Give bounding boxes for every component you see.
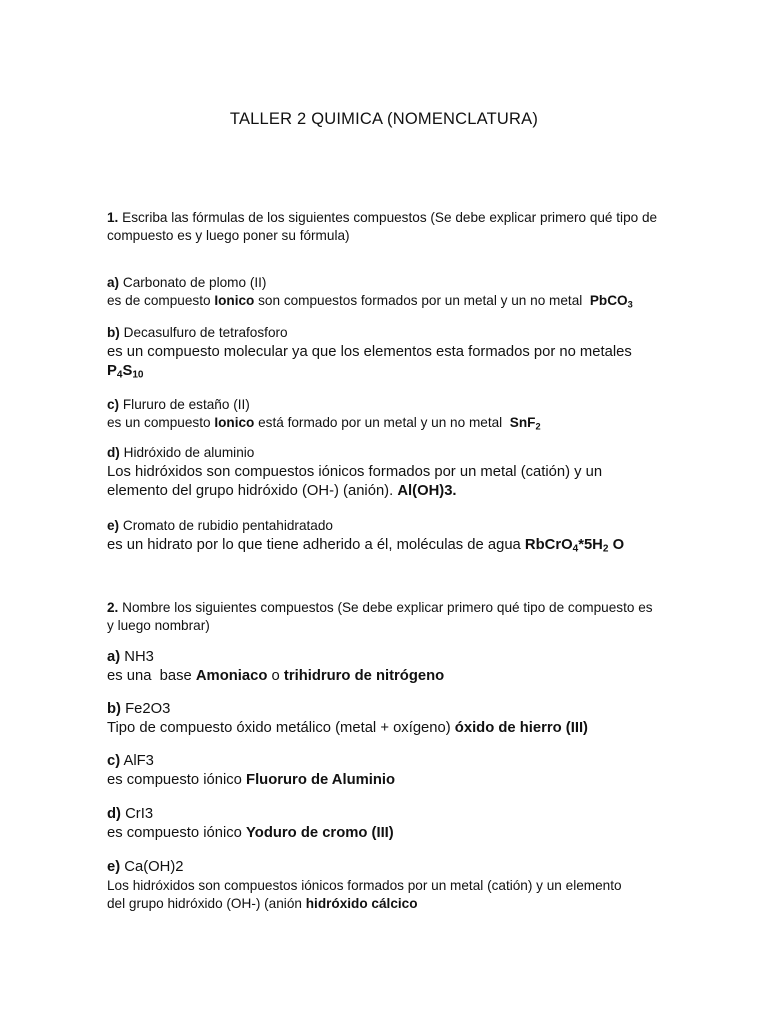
item-2d-desc-pre: es compuesto iónico [107, 825, 242, 841]
item-1e-formula-a: RbCrO [524, 537, 573, 553]
item-1e-heading [107, 517, 662, 535]
item-1a-description [107, 292, 662, 310]
item-2e-formula: Ca(OH)2 [124, 859, 184, 875]
item-1e-desc-text: es un hidrato por lo que tiene adherido a él, moléculas de agua [107, 537, 521, 553]
item-2e-answer: hidróxido cálcico [305, 896, 418, 911]
section-1-instruction [107, 209, 662, 245]
item-2c-desc-pre: es compuesto iónico [107, 772, 242, 788]
item-2b-desc-pre: Tipo de compuesto óxido metálico (metal + oxígeno) [107, 720, 451, 736]
item-2b-letter: b) [107, 701, 121, 717]
item-1a-desc-post: son compuestos formados por un metal y un no metal [258, 293, 583, 308]
item-2d-heading [107, 805, 662, 824]
item-2c-formula: AlF3 [123, 753, 154, 769]
item-2e-desc-line2-text: del grupo hidróxido (OH-) (anión [107, 896, 302, 911]
item-1d-heading [107, 444, 662, 462]
item-2c-answer: Fluoruro de Aluminio [246, 772, 396, 788]
item-1c-formula [510, 415, 541, 430]
item-2e-description-line2 [107, 895, 662, 913]
item-2b-description [107, 719, 662, 738]
item-2c-letter: c) [107, 753, 121, 769]
item-1d-description-line1: Los hidróxidos son compuestos iónicos formados por un metal (catión) y un [107, 464, 603, 480]
item-1e-formula-sub2: 2 [602, 543, 609, 555]
item-2a-formula: NH3 [124, 649, 154, 665]
item-1a-heading [107, 274, 662, 292]
item-1b-name: Decasulfuro de tetrafosforo [123, 325, 288, 340]
item-1e-formula-c: O [608, 537, 625, 553]
item-2a-answer-1: Amoniaco [195, 668, 268, 684]
item-2a [107, 648, 662, 686]
item-1a-formula-base: PbCO [589, 293, 628, 308]
item-1e-formula [525, 537, 624, 553]
item-2b [107, 700, 662, 738]
item-1c-desc-pre: es un compuesto [107, 415, 211, 430]
item-1e-description [107, 536, 662, 555]
item-1e-formula-b: *5H [578, 537, 603, 553]
item-1a-formula-sub: 3 [627, 299, 633, 310]
section-2-instruction-line2: y luego nombrar) [107, 618, 210, 633]
item-1a-desc-bold: Ionico [214, 293, 255, 308]
item-1b-formula-sub2: 10 [132, 369, 144, 381]
item-1e [107, 517, 662, 555]
item-1c-desc-post: está formado por un metal y un no metal [258, 415, 503, 430]
item-1d-description-line2 [107, 482, 662, 501]
section-2-instruction [107, 599, 662, 635]
item-1e-name: Cromato de rubidio pentahidratado [122, 518, 333, 533]
item-2b-answer: óxido de hierro (III) [454, 720, 588, 736]
item-2c-heading [107, 752, 662, 771]
item-2a-letter: a) [107, 649, 121, 665]
item-2e-heading [107, 858, 662, 877]
item-2e-letter: e) [107, 859, 121, 875]
item-2d [107, 805, 662, 843]
item-1b-formula-sub1: 4 [116, 369, 123, 381]
section-1-instruction-text: Escriba las fórmulas de los siguientes compuestos (Se debe explicar primero qué tipo de compuesto es y luego poner su fórmula) [107, 210, 658, 243]
item-2d-description [107, 824, 662, 843]
item-1e-letter: e) [107, 518, 120, 533]
item-1d-desc-line2-text: elemento del grupo hidróxido (OH-) (anión). [107, 483, 394, 499]
item-2b-formula: Fe2O3 [125, 701, 171, 717]
item-2a-description [107, 667, 662, 686]
section-1-number: 1. [107, 210, 119, 225]
item-1a-name: Carbonato de plomo (II) [122, 275, 267, 290]
item-1b-formula [107, 362, 662, 381]
item-1c-letter: c) [107, 397, 120, 412]
item-1a-desc-pre: es de compuesto [107, 293, 211, 308]
item-1b [107, 324, 662, 381]
document-title: TALLER 2 QUIMICA (NOMENCLATURA) [229, 110, 539, 128]
item-1b-letter: b) [107, 325, 120, 340]
item-2e-description-line1: Los hidróxidos son compuestos iónicos formados por un metal (catión) y un elemento [107, 878, 622, 893]
item-1c-desc-bold: Ionico [214, 415, 255, 430]
item-2a-heading [107, 648, 662, 667]
item-1b-formula-p: P [107, 363, 117, 379]
item-2d-formula: CrI3 [125, 806, 154, 822]
item-1b-description: es un compuesto molecular ya que los elementos esta formados por no metales [107, 344, 632, 360]
item-2d-letter: d) [107, 806, 121, 822]
section-2-instruction-line1 [107, 599, 662, 617]
item-1c-formula-sub: 2 [535, 421, 541, 432]
item-1b-formula-s: S [122, 363, 133, 379]
item-2a-answer-2: trihidruro de nitrógeno [283, 668, 445, 684]
item-1d-formula: Al(OH)3. [397, 483, 457, 499]
item-1c-heading [107, 396, 662, 414]
item-1c-name: Flururo de estaño (II) [122, 397, 250, 412]
item-1a-letter: a) [107, 275, 120, 290]
section-2-number: 2. [107, 600, 119, 615]
item-2c-description [107, 771, 662, 790]
item-1c-formula-base: SnF [509, 415, 536, 430]
item-1a-formula [590, 293, 633, 308]
item-1a [107, 274, 662, 310]
item-1d-name: Hidróxido de aluminio [123, 445, 255, 460]
item-2c [107, 752, 662, 790]
item-2d-answer: Yoduro de cromo (III) [246, 825, 394, 841]
item-2e [107, 858, 662, 913]
item-1b-heading [107, 324, 662, 342]
item-2b-heading [107, 700, 662, 719]
item-1c-description [107, 414, 662, 432]
item-2a-desc-pre: es una base [107, 668, 192, 684]
item-1e-formula-sub1: 4 [572, 543, 579, 555]
section-2-instruction-text1: Nombre los siguientes compuestos (Se debe explicar primero qué tipo de compuesto es [122, 600, 653, 615]
item-2a-desc-mid: o [271, 668, 280, 684]
item-1d-letter: d) [107, 445, 120, 460]
item-1d [107, 444, 662, 501]
item-1c [107, 396, 662, 432]
